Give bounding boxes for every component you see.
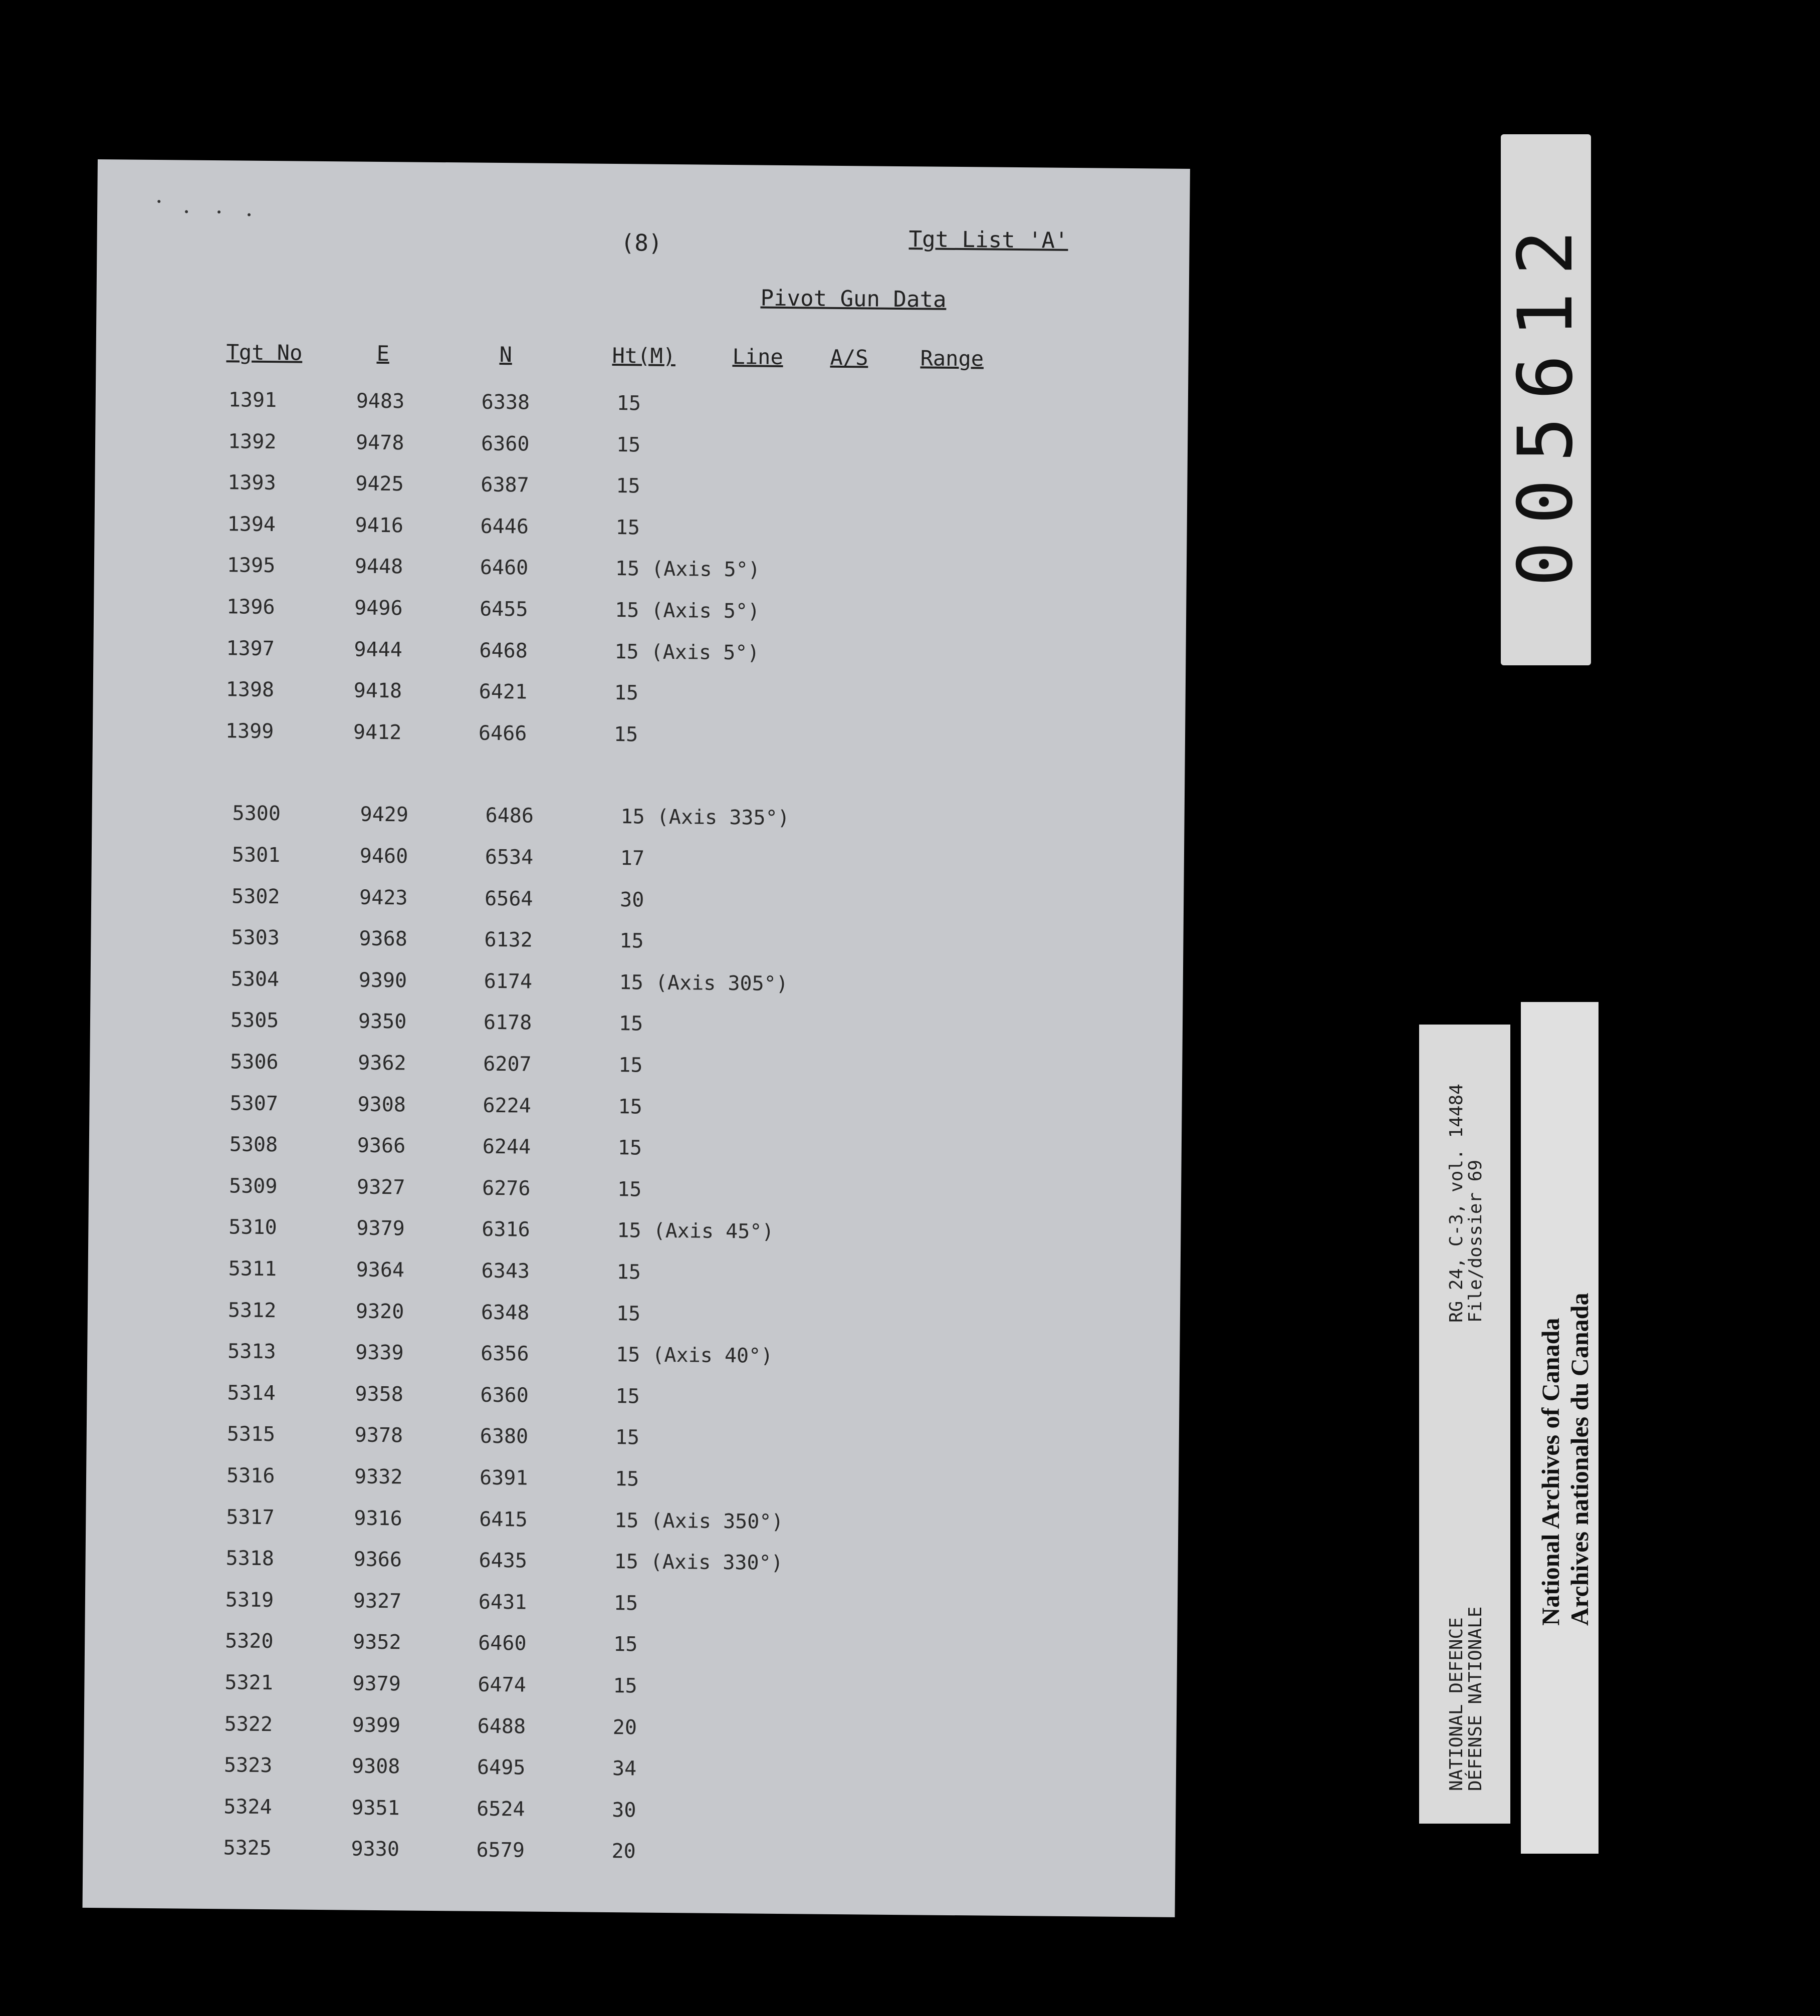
cell-height: 15 (Axis 5°) — [614, 640, 760, 665]
cell-easting: 9320 — [355, 1300, 404, 1324]
cell-northing: 6524 — [477, 1797, 525, 1821]
cell-easting: 9378 — [354, 1423, 403, 1447]
cell-height: 15 — [613, 1633, 638, 1656]
cell-tgt-no: 5320 — [224, 1629, 274, 1653]
table-row — [96, 1214, 847, 1246]
table-row — [94, 553, 846, 584]
table-row — [93, 718, 844, 750]
cell-tgt-no: 5313 — [227, 1340, 276, 1364]
header-height: Ht(M) — [612, 343, 676, 369]
cell-northing: 6415 — [479, 1507, 528, 1532]
cell-tgt-no: 1399 — [225, 719, 274, 743]
cell-tgt-no: 1395 — [226, 554, 276, 578]
cell-easting: 9399 — [352, 1713, 401, 1737]
table-row — [99, 801, 851, 832]
cell-height: 15 — [613, 1591, 638, 1615]
target-list-title: Tgt List 'A' — [908, 226, 1068, 254]
cell-easting: 9358 — [355, 1382, 404, 1406]
header-line: Line — [732, 344, 783, 369]
cell-height: 15 — [615, 516, 640, 540]
cell-tgt-no: 5324 — [223, 1795, 272, 1819]
cell-northing: 6391 — [479, 1466, 528, 1490]
cell-height: 15 — [614, 681, 639, 705]
nd-line-2: DÉFENSE NATIONALE — [1465, 1606, 1486, 1791]
cell-height: 15 — [616, 1261, 641, 1284]
cell-height: 15 — [616, 433, 641, 457]
cell-northing: 6356 — [481, 1342, 529, 1366]
cell-easting: 9460 — [359, 844, 408, 868]
cell-easting: 9496 — [354, 596, 403, 620]
cell-tgt-no: 5316 — [226, 1464, 275, 1488]
cell-height: 20 — [611, 1840, 636, 1863]
cell-tgt-no: 1398 — [225, 678, 275, 702]
cell-height: 30 — [612, 1798, 636, 1822]
header-easting: E — [376, 341, 390, 366]
table-row — [95, 429, 847, 460]
table-row — [97, 1132, 848, 1163]
cell-height: 15 (Axis 45°) — [617, 1219, 774, 1244]
cell-easting: 9423 — [359, 886, 408, 910]
cell-tgt-no: 5317 — [226, 1505, 275, 1529]
cell-height: 30 — [619, 888, 644, 912]
table-row — [93, 677, 845, 708]
table-row — [97, 1091, 848, 1122]
table-row — [95, 470, 846, 501]
cell-height: 15 — [618, 1054, 643, 1077]
table-row — [99, 884, 850, 915]
cell-northing: 6276 — [482, 1176, 531, 1200]
cell-easting: 9379 — [352, 1672, 401, 1696]
table-row — [94, 1380, 846, 1412]
cell-height: 15 — [617, 1136, 642, 1160]
cell-easting: 9350 — [358, 1010, 407, 1034]
cell-height: 15 (Axis 350°) — [614, 1508, 784, 1534]
table-row — [98, 966, 850, 998]
cell-easting: 9444 — [354, 638, 403, 661]
cell-northing: 6474 — [478, 1673, 526, 1697]
cell-northing: 6468 — [479, 639, 528, 663]
cell-northing: 6534 — [485, 845, 534, 869]
cell-easting: 9332 — [354, 1465, 403, 1489]
cell-easting: 9362 — [358, 1051, 406, 1075]
cell-easting: 9339 — [355, 1341, 404, 1365]
frame-number: 005612 — [1502, 213, 1589, 587]
header-tgt-no: Tgt No — [226, 340, 303, 365]
cell-easting: 9416 — [355, 514, 404, 538]
speck — [185, 210, 188, 213]
record-group-reference — [1447, 1084, 1485, 1323]
cell-northing: 6174 — [484, 969, 533, 993]
frame-number-stamp — [1501, 134, 1591, 665]
section-subtitle: Pivot Gun Data — [760, 285, 947, 313]
cell-height: 15 — [617, 1177, 642, 1201]
cell-northing: 6132 — [484, 928, 533, 952]
cell-easting: 9327 — [353, 1589, 402, 1613]
table-row — [93, 1587, 844, 1619]
cell-northing: 6207 — [483, 1052, 532, 1076]
cell-northing: 6466 — [478, 721, 527, 745]
cell-height: 15 — [618, 1095, 642, 1119]
cell-tgt-no: 5325 — [223, 1836, 272, 1860]
cell-easting: 9425 — [355, 472, 404, 496]
cell-tgt-no: 5318 — [225, 1547, 275, 1571]
table-row — [98, 925, 850, 956]
cell-northing: 6435 — [479, 1549, 528, 1573]
cell-height: 15 — [615, 1384, 640, 1408]
cell-northing: 6579 — [476, 1839, 525, 1862]
table-row — [92, 1670, 843, 1701]
cell-tgt-no: 1396 — [226, 595, 275, 619]
cell-easting: 9412 — [353, 720, 402, 744]
table-row — [91, 1752, 843, 1784]
cell-northing: 6431 — [478, 1590, 527, 1614]
cell-tgt-no: 5306 — [230, 1050, 279, 1074]
header-as: A/S — [830, 345, 868, 370]
cell-northing: 6338 — [481, 390, 530, 414]
cell-tgt-no: 1397 — [226, 636, 275, 660]
document-page — [83, 159, 1190, 1917]
cell-easting: 9448 — [354, 555, 403, 579]
cell-easting: 9308 — [357, 1093, 406, 1117]
cell-northing: 6446 — [480, 515, 529, 539]
nac-line-2: Archives nationales du Canada — [1565, 1293, 1594, 1626]
cell-easting: 9366 — [353, 1548, 402, 1572]
table-row — [93, 636, 845, 667]
cell-height: 15 — [618, 1012, 643, 1036]
table-row — [96, 387, 847, 419]
table-row — [99, 842, 851, 874]
cell-northing: 6460 — [478, 1632, 527, 1655]
table-row — [93, 1504, 845, 1536]
cell-tgt-no: 5321 — [224, 1671, 274, 1695]
cell-tgt-no: 5312 — [227, 1298, 277, 1322]
speck — [217, 210, 220, 213]
cell-easting: 9478 — [355, 431, 404, 454]
cell-height: 15 (Axis 335°) — [620, 805, 790, 830]
cell-tgt-no: 5319 — [225, 1588, 274, 1612]
national-archives-text — [1536, 1293, 1594, 1626]
cell-tgt-no: 5307 — [230, 1091, 279, 1115]
cell-height: 15 — [613, 1674, 637, 1698]
cell-tgt-no: 5311 — [228, 1257, 277, 1281]
speck — [248, 213, 251, 216]
table-row — [93, 1546, 844, 1577]
cell-tgt-no: 5315 — [226, 1422, 276, 1446]
nd-line-1: NATIONAL DEFENCE — [1446, 1617, 1467, 1791]
cell-tgt-no: 5309 — [229, 1174, 278, 1198]
cell-easting: 9429 — [360, 803, 409, 827]
cell-easting: 9316 — [354, 1506, 402, 1530]
cell-height: 15 — [619, 929, 644, 953]
cell-height: 15 (Axis 5°) — [614, 599, 760, 623]
cell-northing: 6360 — [480, 1383, 529, 1407]
cell-tgt-no: 5322 — [224, 1712, 273, 1736]
cell-height: 15 (Axis 5°) — [615, 557, 761, 582]
table-row — [94, 1463, 845, 1494]
cell-tgt-no: 1393 — [227, 471, 276, 495]
cell-height: 15 (Axis 40°) — [616, 1343, 773, 1368]
cell-easting: 9352 — [352, 1630, 401, 1654]
cell-northing: 6224 — [483, 1094, 532, 1118]
table-row — [94, 512, 846, 543]
table-row — [94, 594, 845, 626]
cell-easting: 9379 — [356, 1216, 405, 1240]
table-row — [96, 1173, 848, 1205]
cell-northing: 6421 — [479, 680, 528, 704]
cell-easting: 9327 — [356, 1175, 405, 1199]
cell-height: 15 — [616, 392, 641, 415]
table-row — [90, 1835, 842, 1867]
cell-tgt-no: 5302 — [231, 884, 280, 908]
page-number: (8) — [620, 229, 662, 257]
cell-height: 20 — [612, 1715, 637, 1739]
table-row — [92, 1711, 843, 1743]
cell-northing: 6343 — [481, 1259, 530, 1283]
cell-tgt-no: 1392 — [227, 429, 277, 453]
cell-height: 15 — [616, 1302, 641, 1326]
cell-height: 15 — [615, 1426, 640, 1449]
cell-northing: 6564 — [484, 887, 533, 911]
cell-northing: 6488 — [477, 1714, 526, 1738]
speck — [157, 200, 160, 203]
cell-easting: 9330 — [351, 1837, 400, 1861]
cell-northing: 6316 — [482, 1218, 530, 1241]
cell-northing: 6455 — [479, 597, 528, 621]
cell-easting: 9351 — [351, 1796, 400, 1820]
cell-tgt-no: 5304 — [231, 967, 280, 991]
cell-northing: 6380 — [480, 1425, 529, 1448]
table-row — [95, 1298, 847, 1329]
cell-height: 15 — [613, 722, 638, 746]
cell-tgt-no: 5300 — [232, 802, 281, 826]
cell-tgt-no: 5305 — [230, 1009, 279, 1033]
cell-height: 17 — [620, 847, 645, 870]
cell-easting: 9366 — [357, 1134, 406, 1158]
ref-line-2: File/dossier 69 — [1465, 1159, 1486, 1323]
cell-tgt-no: 5323 — [223, 1753, 273, 1778]
table-row — [94, 1421, 846, 1453]
table-row — [97, 1049, 849, 1081]
cell-height: 15 — [616, 474, 640, 498]
cell-easting: 9390 — [358, 968, 407, 992]
cell-height: 15 — [614, 1467, 639, 1491]
cell-height: 15 (Axis 330°) — [614, 1550, 783, 1575]
cell-tgt-no: 5303 — [231, 926, 280, 950]
cell-height: 34 — [612, 1757, 637, 1781]
cell-northing: 6360 — [481, 432, 530, 456]
cell-tgt-no: 5308 — [229, 1133, 278, 1157]
cell-northing: 6495 — [477, 1755, 526, 1780]
table-row — [92, 1628, 844, 1660]
cell-easting: 9418 — [353, 679, 402, 703]
cell-tgt-no: 1394 — [227, 513, 276, 536]
cell-easting: 9308 — [351, 1754, 400, 1779]
cell-northing: 6460 — [480, 556, 529, 580]
cell-height: 15 (Axis 305°) — [619, 970, 789, 995]
header-northing: N — [499, 342, 513, 367]
cell-tgt-no: 5310 — [229, 1215, 277, 1239]
cell-easting: 9483 — [356, 389, 405, 413]
cell-northing: 6348 — [481, 1301, 530, 1325]
table-row — [95, 1256, 847, 1288]
table-row — [95, 1339, 846, 1370]
table-row — [91, 1794, 842, 1826]
cell-northing: 6486 — [485, 804, 534, 828]
cell-easting: 9368 — [359, 927, 407, 951]
national-defence-label — [1447, 1607, 1485, 1791]
cell-tgt-no: 1391 — [228, 388, 277, 412]
table-row — [98, 1007, 849, 1039]
cell-northing: 6244 — [482, 1135, 531, 1159]
cell-northing: 6178 — [483, 1011, 532, 1035]
nac-line-1: National Archives of Canada — [1536, 1318, 1564, 1626]
cell-tgt-no: 5301 — [232, 843, 281, 867]
cell-northing: 6387 — [481, 473, 529, 497]
cell-tgt-no: 5314 — [227, 1381, 276, 1405]
cell-easting: 9364 — [356, 1258, 405, 1282]
ref-line-1: RG 24, C-3, vol. 14484 — [1446, 1084, 1467, 1323]
header-range: Range — [920, 346, 984, 371]
